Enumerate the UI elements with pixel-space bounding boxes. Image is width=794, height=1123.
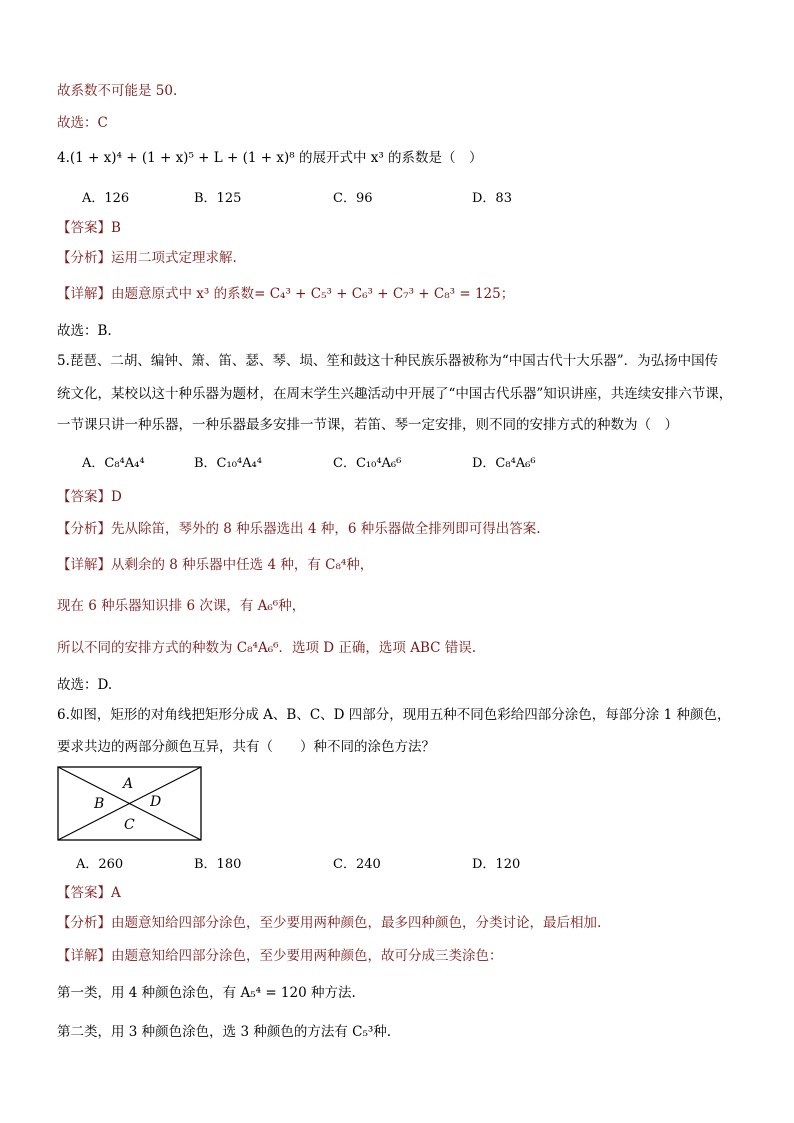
q4-answer: 【答案】B: [57, 220, 121, 236]
question-5-stem-3: 一节课只讲一种乐器，一种乐器最多安排一节课，若笛、琴一定安排，则不同的安排方式的种数为（ ）: [57, 417, 678, 433]
question-6-stem-2: 要求共边的两部分颜色互异，共有（ ）种不同的涂色方法？: [57, 739, 435, 755]
q5-option-b: B．C₁₀⁴A₄⁴: [194, 456, 262, 471]
q5-detail-2: 现在 6 种乐器知识排 6 次课，有 A₆⁶种，: [57, 598, 306, 614]
rectangle-diagram: [57, 766, 207, 842]
q5-option-d: D．C₈⁴A₆⁶: [472, 456, 536, 471]
q5-option-c: C．C₁₀⁴A₆⁶: [333, 456, 402, 471]
q4-analysis: 【分析】运用二项式定理求解.: [57, 250, 237, 266]
region-label-b: B: [94, 796, 105, 812]
region-label-d: D: [150, 794, 162, 810]
q5-choice: 故选：D.: [57, 677, 113, 693]
q5-option-a: A．C₈⁴A₄⁴: [82, 456, 145, 471]
question-5-stem-1: 5.琵琶、二胡、编钟、箫、笛、瑟、琴、埙、笙和鼓这十种民族乐器被称为“中国古代十大乐器”．为弘扬中国传: [57, 353, 719, 369]
q6-analysis: 【分析】由题意知给四部分涂色，至少要用两种颜色，最多四种颜色，分类讨论，最后相加.: [57, 915, 602, 931]
q5-answer: 【答案】D: [57, 489, 122, 505]
q4-option-a: A．126: [82, 191, 130, 206]
q6-option-d: D．120: [472, 857, 521, 872]
region-label-a: A: [123, 776, 134, 792]
q6-answer: 【答案】A: [57, 885, 121, 901]
q5-detail: 【详解】从剩余的 8 种乐器中任选 4 种，有 C₈⁴种，: [57, 557, 374, 573]
q4-option-d: D．83: [472, 191, 512, 206]
choice-text: 故选：C: [57, 115, 108, 131]
region-label-c: C: [124, 817, 135, 833]
q6-detail-2: 第一类，用 4 种颜色涂色，有 A₅⁴ = 120 种方法.: [57, 985, 356, 1001]
q6-detail: 【详解】由题意知给四部分涂色，至少要用两种颜色，故可分成三类涂色：: [57, 948, 503, 964]
q6-detail-3: 第二类，用 3 种颜色涂色，选 3 种颜色的方法有 C₅³种.: [57, 1024, 392, 1040]
q4-choice: 故选：B.: [57, 323, 112, 339]
q4-option-c: C．96: [333, 191, 373, 206]
question-5-stem-2: 统文化，某校以这十种乐器为题材，在周末学生兴趣活动中开展了“中国古代乐器”知识讲座，共连续安排六节课，: [57, 386, 733, 402]
text-line: 故系数不可能是 50.: [57, 83, 178, 99]
q5-detail-3: 所以不同的安排方式的种数为 C₈⁴A₆⁶．选项 D 正确，选项 ABC 错误.: [57, 640, 477, 656]
q6-option-a: A．260: [76, 857, 124, 872]
q6-option-b: B．180: [194, 857, 242, 872]
question-6-stem-1: 6.如图，矩形的对角线把矩形分成 A、B、C、D 四部分，现用五种不同色彩给四部分涂色，每部分涂 1 种颜色，: [57, 707, 731, 723]
q4-option-b: B．125: [194, 191, 242, 206]
q4-detail: 【详解】由题意原式中 x³ 的系数= C₄³ + C₅³ + C₆³ + C₇³ + C₈³ = 125；: [57, 286, 515, 302]
choice-line: [57, 114, 754, 132]
q6-option-c: C．240: [333, 857, 381, 872]
q5-analysis: 【分析】先从除笛，琴外的 8 种乐器选出 4 种，6 种乐器做全排列即可得出答案.: [57, 521, 541, 537]
question-4-stem: 4.(1 + x)⁴ + (1 + x)⁵ + L + (1 + x)⁸ 的展开式中 x³ 的系数是（ ）: [57, 150, 483, 166]
